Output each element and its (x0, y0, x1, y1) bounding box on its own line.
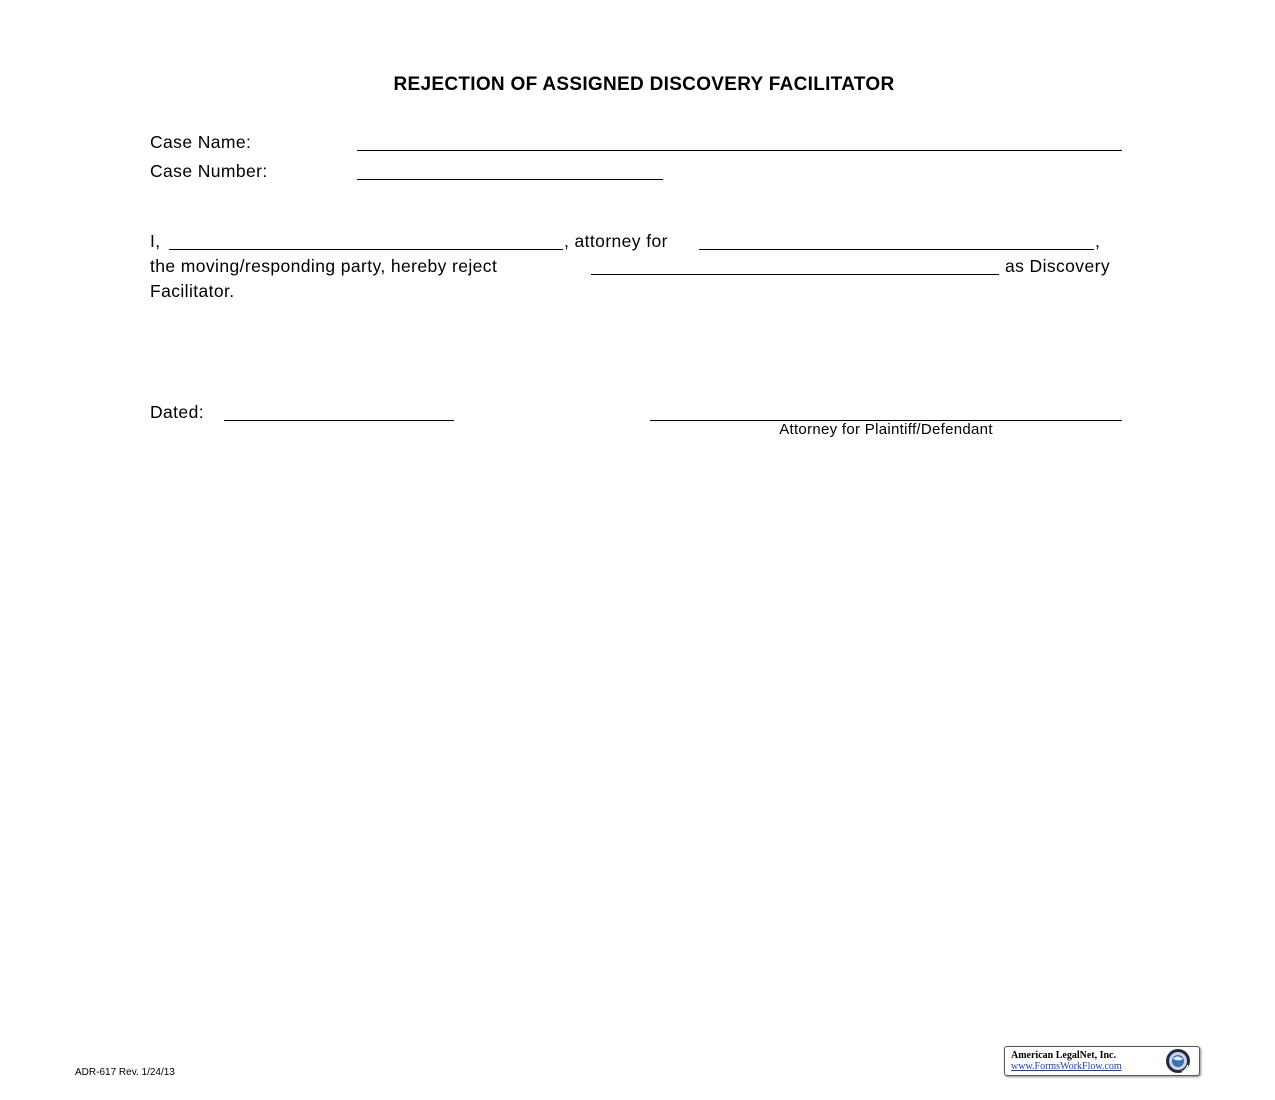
case-number-label: Case Number: (150, 161, 268, 181)
globe-logo-icon (1159, 1047, 1197, 1075)
signature-blank[interactable] (650, 403, 1122, 421)
case-name-blank[interactable] (357, 133, 1122, 151)
form-id: ADR-617 Rev. 1/24/13 (75, 1067, 175, 1078)
dated-label: Dated: (150, 402, 204, 422)
date-blank[interactable] (224, 403, 454, 421)
party-name-blank[interactable] (699, 232, 1094, 250)
case-number-blank[interactable] (357, 162, 663, 180)
statement-line1-middle: , attorney for (564, 231, 668, 251)
badge-url[interactable]: www.FormsWorkFlow.com (1011, 1061, 1122, 1072)
form-title: REJECTION OF ASSIGNED DISCOVERY FACILITATOR (393, 74, 895, 95)
facilitator-name-blank[interactable] (591, 257, 999, 275)
statement-line2-suffix: as Discovery (1005, 256, 1110, 276)
statement-line3: Facilitator. (150, 281, 235, 301)
badge-company: American LegalNet, Inc. (1011, 1050, 1116, 1061)
signer-caption: Attorney for Plaintiff/Defendant (779, 421, 993, 438)
attorney-name-blank[interactable] (169, 232, 563, 250)
publisher-badge[interactable] (1004, 1046, 1200, 1076)
statement-line1-prefix: I, (150, 231, 161, 251)
statement-line1-suffix: , (1095, 231, 1101, 251)
statement-line2-prefix: the moving/responding party, hereby reject (150, 256, 498, 276)
case-name-label: Case Name: (150, 132, 252, 152)
